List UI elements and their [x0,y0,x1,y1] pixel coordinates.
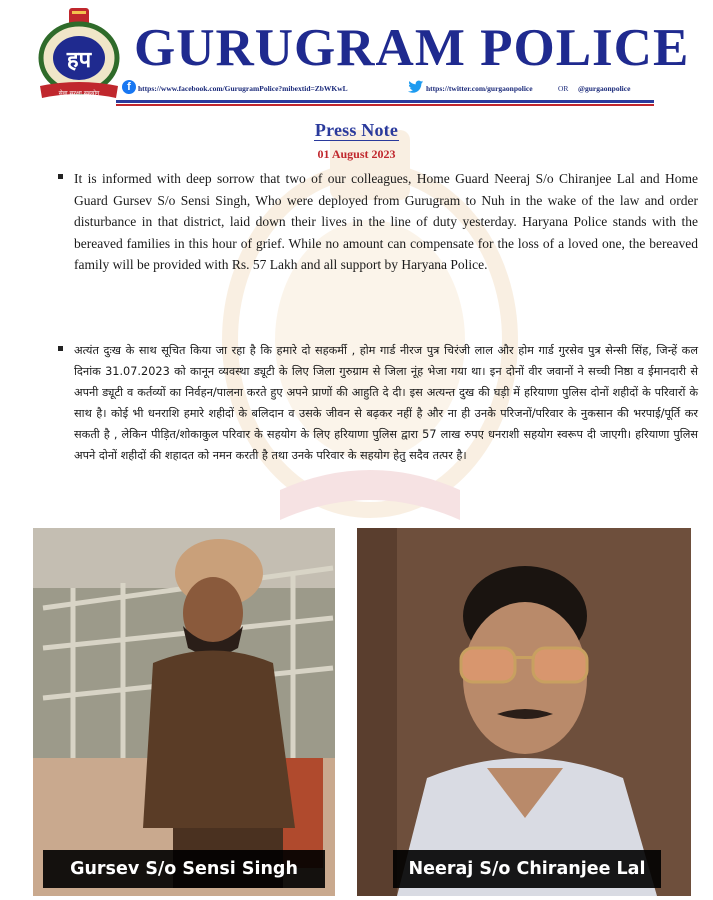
photo-neeraj [357,528,691,896]
twitter-link[interactable]: https://twitter.com/gurgaonpolice [426,84,533,93]
header-rule-blue [116,100,654,103]
twitter-icon [408,80,424,94]
facebook-link[interactable]: https://www.facebook.com/GurugramPolice?mibextid=ZbWKwL [138,84,348,93]
photo-gursev [33,528,335,896]
english-paragraph-text: It is informed with deep sorrow that two of our colleagues, Home Guard Neeraj S/o Chiranjee Lal and Home Guard Gursev S/o Sensi Singh, Who were deployed from Gurugram to Nuh in the wake of the law and order disturbance in that district, laid down their lives in the line of duty yesterday. Haryana Police stands with the bereaved families in this hour of grief. While no amount can compensate for the loss of a loved one, the bereaved family will be provided with Rs. 57 Lakh and all support by Haryana Police. [74,171,698,272]
portrait-gursev [33,528,335,896]
bullet-icon [58,346,63,351]
twitter-handle[interactable]: @gurgaonpolice [578,84,631,93]
social-links [122,80,682,98]
emblem-text: हप [66,48,92,73]
hindi-paragraph [58,340,698,520]
press-note-title [0,120,713,141]
press-note-title-text: Press Note [314,120,399,140]
portrait-neeraj [357,528,691,896]
photo-caption-gursev: Gursev S/o Sensi Singh [43,850,325,888]
haryana-police-emblem [36,6,122,102]
hindi-paragraph-text: अत्यंत दुःख के साथ सूचित किया जा रहा है कि हमारे दो सहकर्मी , होम गार्ड नीरज पुत्र चिरंजी लाल और होम गार्ड गुरसेव पुत्र सेन्सी सिंह, जिन्हें कल दिनांक 31.07.2023 को कानून व्यवस्था ड्यूटी के लिए जिला गुरुग्राम से जिला नूंह भेजा गया था। इन दोनों वीर जवानों ने सच्ची निष्ठा व ईमानदारी से अपनी ड्यूटी व कर्तव्यों का निर्वहन/पालना करते हुए अपने प्राणों की आहुति दे दी। इस अत्यन्त दुख की घड़ी में हरियाणा पुलिस दोनों शहीदों के परिवारों के साथ है। कोई भी धनराशि हमारे शहीदों के बलिदान व उसके जीवन से बढ़कर नहीं है और ना ही उनके परिजनों/परिवार के नुकसान की भरपाई/पूर्ति कर सकती है , लेकिन पीड़ित/शोकाकुल परिवार के सहयोग के लिए हरियाणा पुलिस द्वारा 57 लाख रुपए धनराशी सहयोग स्वरूप दी जाएगी। हरियाणा पुलिस अपने दोनों शहीदों की शहादत को नमन करती है तथा उनके परिवार के सहयोग हेतु सदैव तत्पर है। [74,344,698,462]
photo-caption-neeraj: Neeraj S/o Chiranjee Lal [393,850,661,888]
press-note-date: 01 August 2023 [317,147,396,161]
or-separator: OR [558,84,569,93]
letterhead [0,0,713,110]
page-title: GURUGRAM POLICE [134,19,690,77]
header-rule-red [116,104,654,106]
bullet-icon [58,174,63,179]
english-paragraph [58,168,698,318]
facebook-icon: f [122,80,136,94]
emblem-motto: सेवा सुरक्षा सहयोग [58,90,100,97]
